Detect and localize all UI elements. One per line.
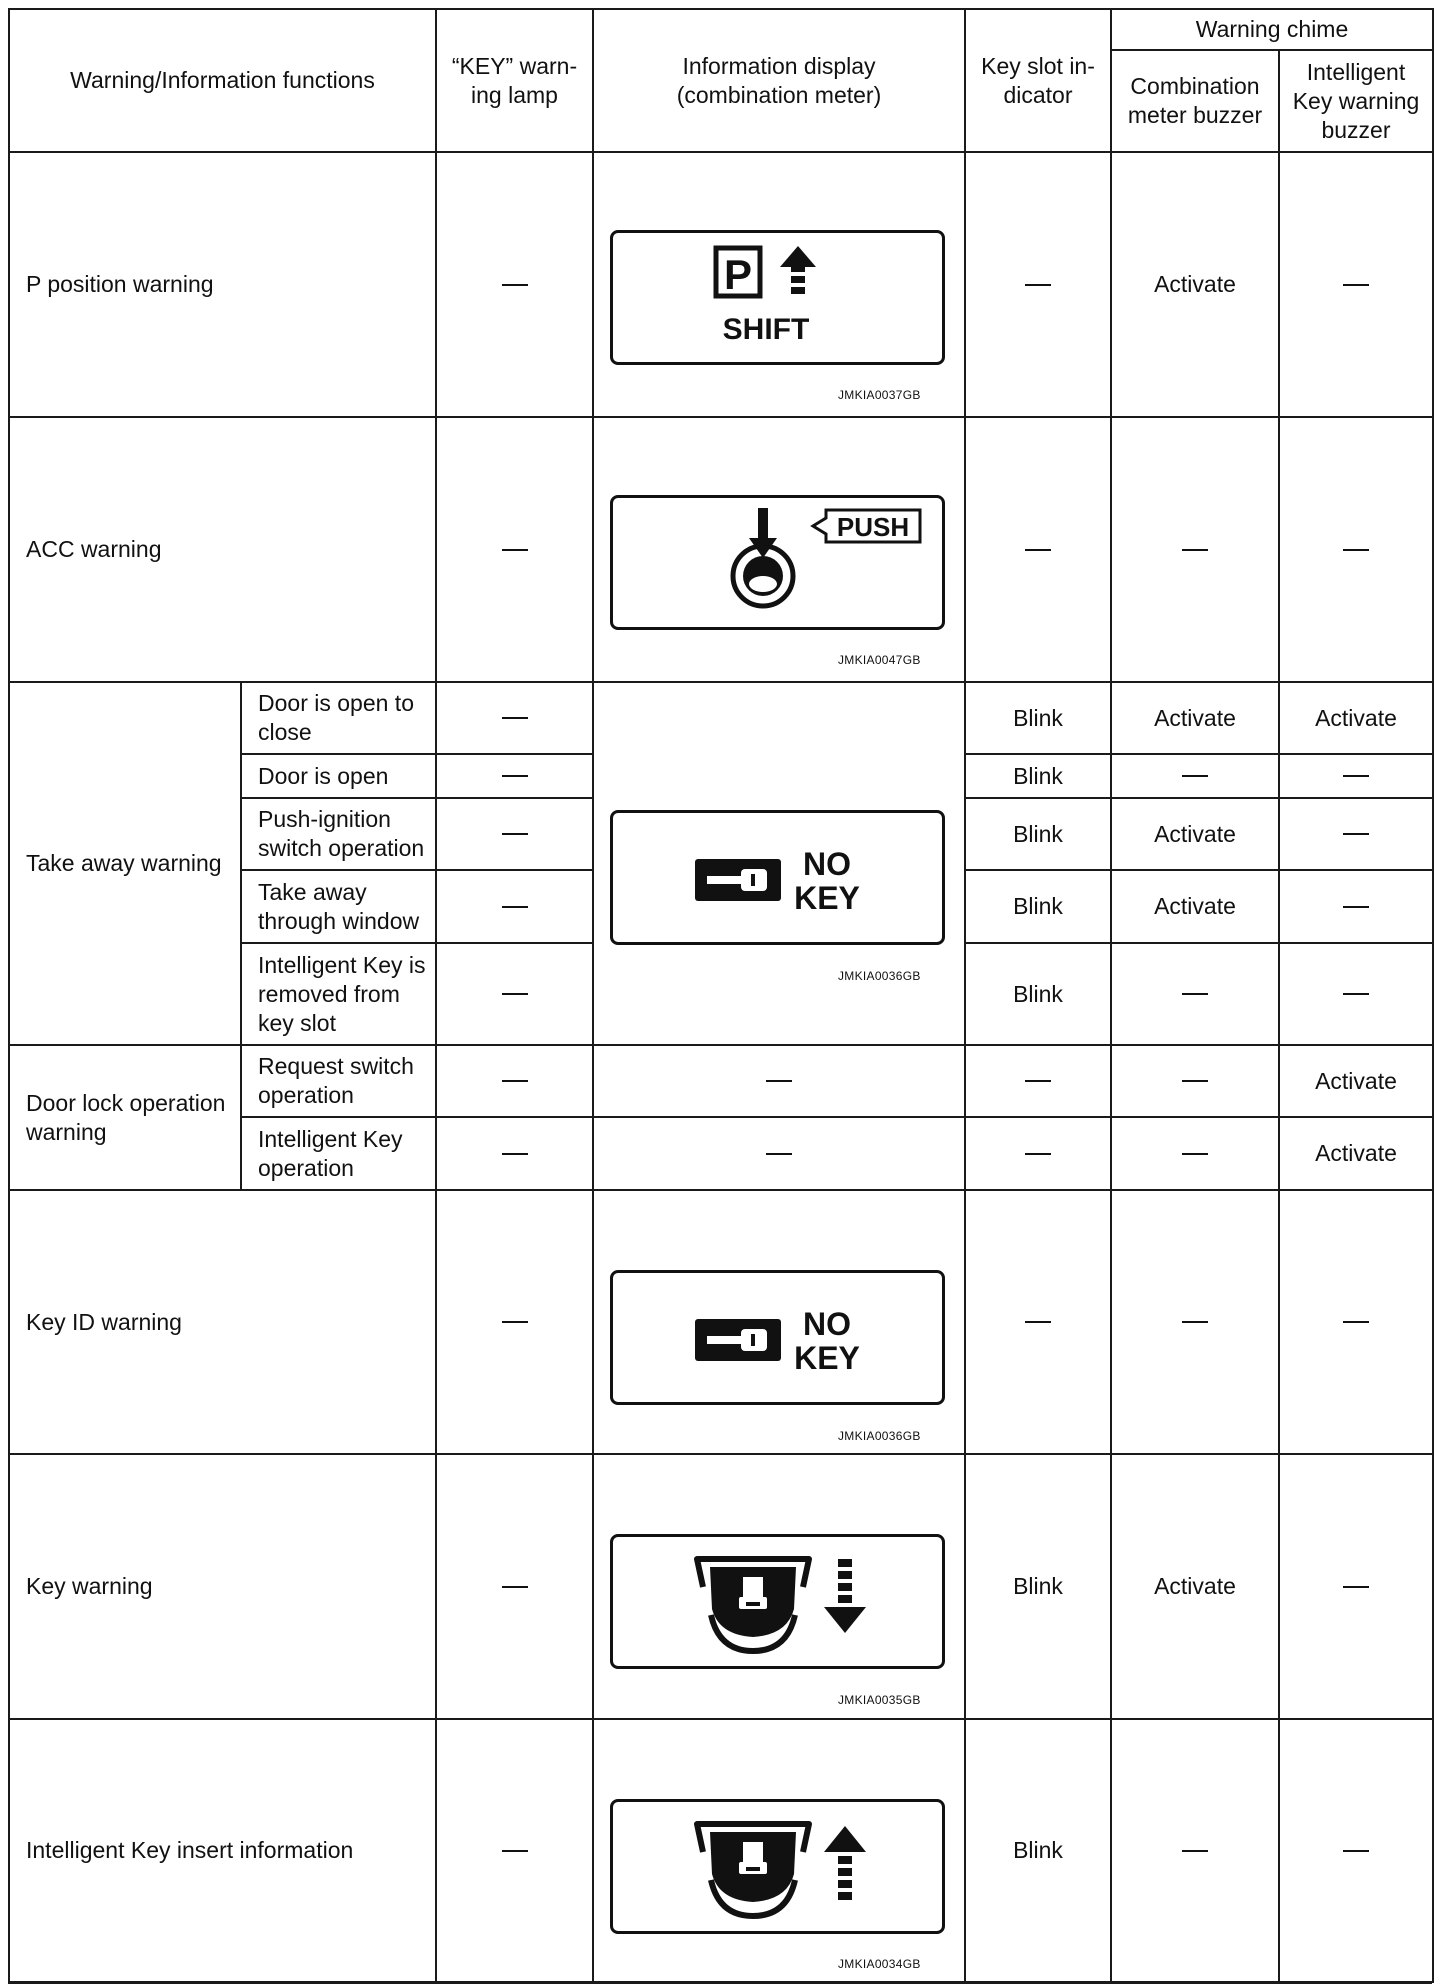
dash [1025,284,1051,286]
dash [766,1080,792,1082]
key-insert-display [610,1799,945,1934]
p-shift-display [610,230,945,365]
header-functions-label: Warning/Information functions [70,67,375,93]
row-function [10,1720,435,1981]
no-text: NO [803,1306,851,1342]
combination-buzzer-cell [1112,418,1278,681]
combination-buzzer-value: Activate [1154,704,1236,731]
key-slot-value: Blink [1013,1837,1063,1863]
dash [1182,549,1208,551]
dash [1343,833,1369,835]
row-function [10,1191,435,1453]
condition-cell [242,755,435,797]
shift-text: SHIFT [722,313,810,346]
ikey-buzzer-cell [1280,755,1432,797]
key-slot-cell [966,871,1110,942]
condition-cell [242,1046,435,1116]
dash [766,1153,792,1155]
key-slot-insert-icon [613,1802,943,1932]
row-function [10,1455,435,1718]
ikey-buzzer-cell [1280,683,1432,753]
key-lamp-cell [437,683,592,753]
figure-code: JMKIA0035GB [838,1693,921,1707]
ikey-buzzer-cell [1280,871,1432,942]
info-display-cell [594,1118,964,1189]
dash [1182,1080,1208,1082]
header-key-lamp-label: “KEY” warn- ing lamp [451,52,578,108]
no-text: NO [803,846,851,882]
ikey-buzzer-cell [1280,1118,1432,1189]
ikey-buzzer-cell [1280,1046,1432,1116]
ikey-buzzer-cell [1280,1455,1432,1718]
dash [1343,549,1369,551]
dash [1182,1321,1208,1323]
dash [1343,1321,1369,1323]
dash [502,549,528,551]
key-lamp-cell [437,871,592,942]
key-slot-cell [966,683,1110,753]
header-key-slot-label: Key slot in- dicator [981,52,1095,108]
key-text: KEY [794,1340,860,1376]
figure-code: JMKIA0037GB [838,388,921,402]
p-shift-icon [613,233,943,363]
combination-buzzer-cell [1112,871,1278,942]
ikey-buzzer-cell [1280,799,1432,869]
header-combination-buzzer-label: Combination meter buzzer [1127,73,1263,128]
dash [502,833,528,835]
header-warning-chime-label: Warning chime [1195,16,1349,42]
function-label: Key warning [26,1573,153,1599]
dash [1343,775,1369,777]
condition-cell [242,683,435,753]
dash [1025,1321,1051,1323]
figure-code: JMKIA0036GB [838,1429,921,1443]
header-key-slot [966,10,1110,151]
figure-code: JMKIA0047GB [838,653,921,667]
ikey-buzzer-cell [1280,1720,1432,1981]
header-functions [10,10,435,151]
header-ikey-buzzer [1280,51,1432,151]
combination-buzzer-cell [1112,1455,1278,1718]
dash [1343,906,1369,908]
dash [1182,1850,1208,1852]
combination-buzzer-cell [1112,944,1278,1044]
combination-buzzer-cell [1112,683,1278,753]
row-function [10,1046,240,1189]
info-display-cell [594,1046,964,1116]
key-lamp-cell [437,1118,592,1189]
function-label: P position warning [26,271,214,297]
row-function [10,418,435,681]
condition-label: Door is open to close [258,690,414,745]
row-function [10,683,240,1044]
p-letter: P [723,251,753,298]
header-combination-buzzer [1112,51,1278,151]
rule [8,1981,1432,1984]
condition-label: Intelligent Key is removed from key slot [258,951,426,1036]
key-lamp-cell [437,799,592,869]
key-warning-display [610,1534,945,1669]
dash [502,1321,528,1323]
ikey-buzzer-cell [1280,153,1432,416]
header-warning-chime [1112,10,1432,49]
function-label: Key ID warning [26,1308,182,1335]
combination-buzzer-cell [1112,755,1278,797]
condition-cell [242,871,435,942]
ikey-buzzer-cell [1280,1191,1432,1453]
dash [502,1153,528,1155]
key-slot-cell [966,944,1110,1044]
function-label: ACC warning [26,536,162,562]
key-lamp-cell [437,1455,592,1718]
row-function [10,153,435,416]
key-slot-value: Blink [1013,893,1063,919]
ikey-buzzer-value: Activate [1315,704,1397,731]
key-slot-cell [966,1455,1110,1718]
combination-buzzer-value: Activate [1154,271,1236,297]
dash [502,993,528,995]
key-lamp-cell [437,1191,592,1453]
no-key-display [610,1270,945,1405]
ikey-buzzer-value: Activate [1315,1140,1397,1166]
combination-buzzer-value: Activate [1154,1573,1236,1599]
key-lamp-cell [437,1720,592,1981]
rule [1432,8,1434,1983]
combination-buzzer-cell [1112,1046,1278,1116]
key-lamp-cell [437,418,592,681]
ikey-buzzer-cell [1280,418,1432,681]
key-slot-value: Blink [1013,704,1063,731]
dash [1182,775,1208,777]
key-lamp-cell [437,755,592,797]
key-text: KEY [794,880,860,916]
key-lamp-cell [437,944,592,1044]
no-key-icon [613,1273,943,1403]
figure-code: JMKIA0036GB [838,969,921,983]
combination-buzzer-value: Activate [1154,893,1236,919]
header-key-lamp [437,10,592,151]
condition-label: Take away through window [258,878,420,934]
dash [1182,993,1208,995]
key-slot-cell [966,1118,1110,1189]
condition-cell [242,1118,435,1189]
dash [502,717,528,719]
key-slot-cell [966,799,1110,869]
combination-buzzer-cell [1112,1191,1278,1453]
dash [502,284,528,286]
dash [502,1850,528,1852]
header-info-display-label: Information display (combination meter) [676,52,882,108]
dash [1343,284,1369,286]
dash [502,906,528,908]
key-lamp-cell [437,153,592,416]
rule [592,8,594,1983]
acc-push-display [610,495,945,630]
key-slot-value: Blink [1013,762,1063,789]
condition-cell [242,799,435,869]
key-slot-cell [966,1720,1110,1981]
key-slot-cell [966,755,1110,797]
key-slot-cell [966,153,1110,416]
dash [1343,993,1369,995]
combination-buzzer-value: Activate [1154,820,1236,847]
dash [1025,1080,1051,1082]
dash [1343,1850,1369,1852]
function-label: Intelligent Key insert information [26,1837,354,1863]
condition-label: Door is open [258,762,389,789]
ikey-buzzer-cell [1280,944,1432,1044]
key-lamp-cell [437,1046,592,1116]
dash [502,1586,528,1588]
no-key-display [610,810,945,945]
dash [502,1080,528,1082]
ikey-buzzer-value: Activate [1315,1067,1397,1094]
dash [1025,549,1051,551]
dash [1343,1586,1369,1588]
dash [1182,1153,1208,1155]
dash [1025,1153,1051,1155]
condition-cell [242,944,435,1044]
combination-buzzer-cell [1112,153,1278,416]
key-slot-value: Blink [1013,1573,1063,1599]
push-button-icon [613,498,943,628]
figure-code: JMKIA0034GB [838,1957,921,1971]
function-label: Take away warning [26,850,222,876]
key-slot-cell [966,1191,1110,1453]
combination-buzzer-cell [1112,1720,1278,1981]
key-slot-value: Blink [1013,980,1063,1007]
combination-buzzer-cell [1112,799,1278,869]
header-ikey-buzzer-label: Intelligent Key warning buzzer [1292,58,1420,143]
key-slot-cell [966,1046,1110,1116]
condition-label: Push-ignition switch operation [258,806,425,861]
dash [502,775,528,777]
key-slot-remove-icon [613,1537,943,1667]
combination-buzzer-cell [1112,1118,1278,1189]
key-slot-cell [966,418,1110,681]
condition-label: Intelligent Key operation [258,1125,403,1181]
header-info-display [594,10,964,151]
function-label: Door lock operation warning [26,1089,226,1145]
no-key-icon [613,813,943,943]
condition-label: Request switch operation [258,1053,414,1108]
key-slot-value: Blink [1013,820,1063,847]
push-text: PUSH [836,512,910,542]
